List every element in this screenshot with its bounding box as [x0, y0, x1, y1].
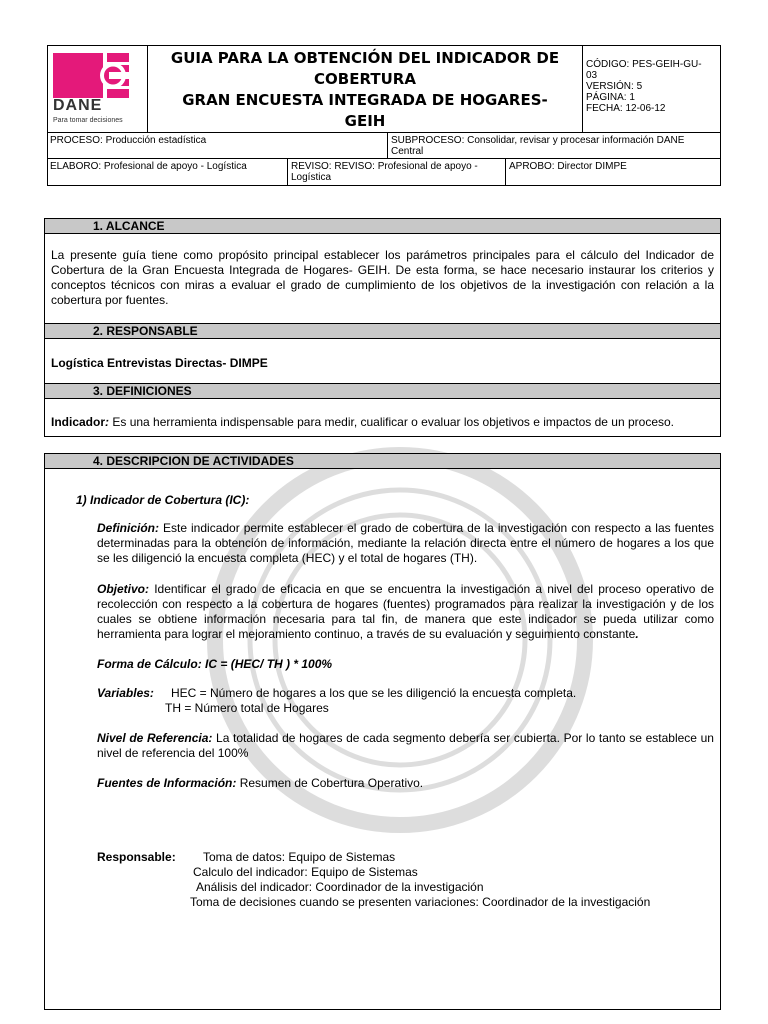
section-alcance-title: 1. ALCANCE — [44, 218, 721, 234]
document-meta — [582, 45, 721, 133]
document-title — [148, 46, 582, 132]
logo-cell — [47, 45, 148, 133]
responsable-decisiones: Toma de decisiones cuando se presenten variaciones: Coordinador de la investigación — [190, 895, 651, 909]
forma-calculo: Forma de Cálculo: IC = (HEC/ TH ) * 100% — [97, 657, 333, 671]
definicion-paragraph — [97, 521, 714, 566]
objetivo-end: . — [635, 627, 639, 641]
nivel-referencia-label: Nivel de Referencia: — [97, 731, 213, 745]
codigo-suffix: 03 — [586, 70, 598, 81]
responsable-calculo: Calculo del indicador: Equipo de Sistemas — [193, 865, 418, 879]
activity-heading: 1) Indicador de Cobertura (IC): — [76, 493, 250, 507]
nivel-referencia-paragraph — [97, 731, 714, 761]
responsable-toma-datos: Toma de datos: Equipo de Sistemas — [203, 850, 396, 864]
indicador-label: Indicador — [51, 415, 106, 429]
elaboro-cell: ELABORO: Profesional de apoyo - Logística — [50, 161, 247, 172]
section-responsable-title: 2. RESPONSABLE — [44, 323, 721, 339]
definicion-label: Definición: — [97, 521, 159, 535]
version: VERSIÓN: 5 — [586, 81, 643, 92]
section-definiciones-title: 3. DEFINICIONES — [44, 383, 721, 399]
indicador-colon: : — [105, 415, 110, 429]
logo-tagline: Para tomar decisiones — [53, 117, 123, 124]
fuentes-text: Resumen de Cobertura Operativo. — [236, 776, 424, 790]
nivel-referencia-text: La totalidad de hogares de cada segmento debería ser cubierta. Por lo tanto se establece un nivel de referencia del 100% — [97, 731, 714, 760]
subproceso-cell: SUBPROCESO: Consolidar, revisar y procesar información DANE Central — [387, 133, 721, 158]
responsable-label: Responsable: — [97, 850, 176, 864]
proceso-cell: PROCESO: Producción estadística — [50, 135, 207, 146]
title-line-2: COBERTURA — [314, 70, 416, 88]
indicador-definition: Es una herramienta indispensable para medir, cualificar o evaluar los objetivos e impactos de un proceso. — [109, 415, 674, 429]
dane-logo — [53, 53, 133, 98]
fecha: FECHA: 12-06-12 — [586, 103, 666, 114]
dane-logo-icon — [53, 53, 133, 98]
title-line-1: GUIA PARA LA OBTENCIÓN DEL INDICADOR DE — [170, 49, 560, 67]
objetivo-text: Identificar el grado de eficacia en que se encuentra la investigación a nivel del proceso operativo de recolección con respecto a la cobertura de hogares (fuentes) programados para realizar la investigación y de los cuales se obtiene información necesaria para tal fin, de manera que este indicador se pueda utilizar como herramienta para lograr el mejoramiento continuo, a través de su evaluación y seguimiento constante — [97, 582, 714, 641]
section-alcance-text: La presente guía tiene como propósito principal establecer los parámetros principales para el cálculo del Indicador de Cobertura de la Gran Encuesta Integrada de Hogares- GEIH. De esta forma, se hace necesario instaurar los criterios y conceptos técnicos con miras a evaluar el grado de cumplimiento de los objetivos de la investigación con relación a la cobertura por fuentes. — [51, 248, 714, 307]
section-definiciones-text — [51, 415, 714, 430]
variable-th: TH = Número total de Hogares — [165, 701, 329, 715]
pagina: PÁGINA: 1 — [586, 92, 635, 103]
codigo: CÓDIGO: PES-GEIH-GU- — [586, 59, 702, 70]
section-actividades-title: 4. DESCRIPCION DE ACTIVIDADES — [44, 453, 721, 469]
reviso-cell: REVISO: REVISO: Profesional de apoyo - Logística — [287, 159, 505, 186]
section-responsable-text: Logística Entrevistas Directas- DIMPE — [51, 356, 268, 370]
fuentes-label: Fuentes de Información: — [97, 776, 237, 790]
variable-hec: HEC = Número de hogares a los que se les diligenció la encuesta completa. — [171, 686, 577, 700]
variables-label: Variables: — [97, 686, 154, 700]
objetivo-label: Objetivo: — [97, 582, 150, 596]
fuentes-paragraph — [97, 776, 714, 791]
title-line-3: GRAN ENCUESTA INTEGRADA DE HOGARES- — [182, 91, 548, 109]
title-line-4: GEIH — [344, 112, 386, 130]
aprobo-cell: APROBO: Director DIMPE — [505, 159, 721, 186]
responsable-analisis: Análisis del indicador: Coordinador de la investigación — [196, 880, 484, 894]
definicion-text: Este indicador permite establecer el grado de cobertura de la investigación con respecto a las fuentes determinadas para la obtención de información, mediante la relación directa entre el número de hogares a los que se les diligenció la encuesta completa (HEC) y el total de hogares (TH). — [97, 521, 714, 565]
logo-text: DANE — [53, 97, 103, 114]
objetivo-paragraph — [97, 582, 714, 642]
